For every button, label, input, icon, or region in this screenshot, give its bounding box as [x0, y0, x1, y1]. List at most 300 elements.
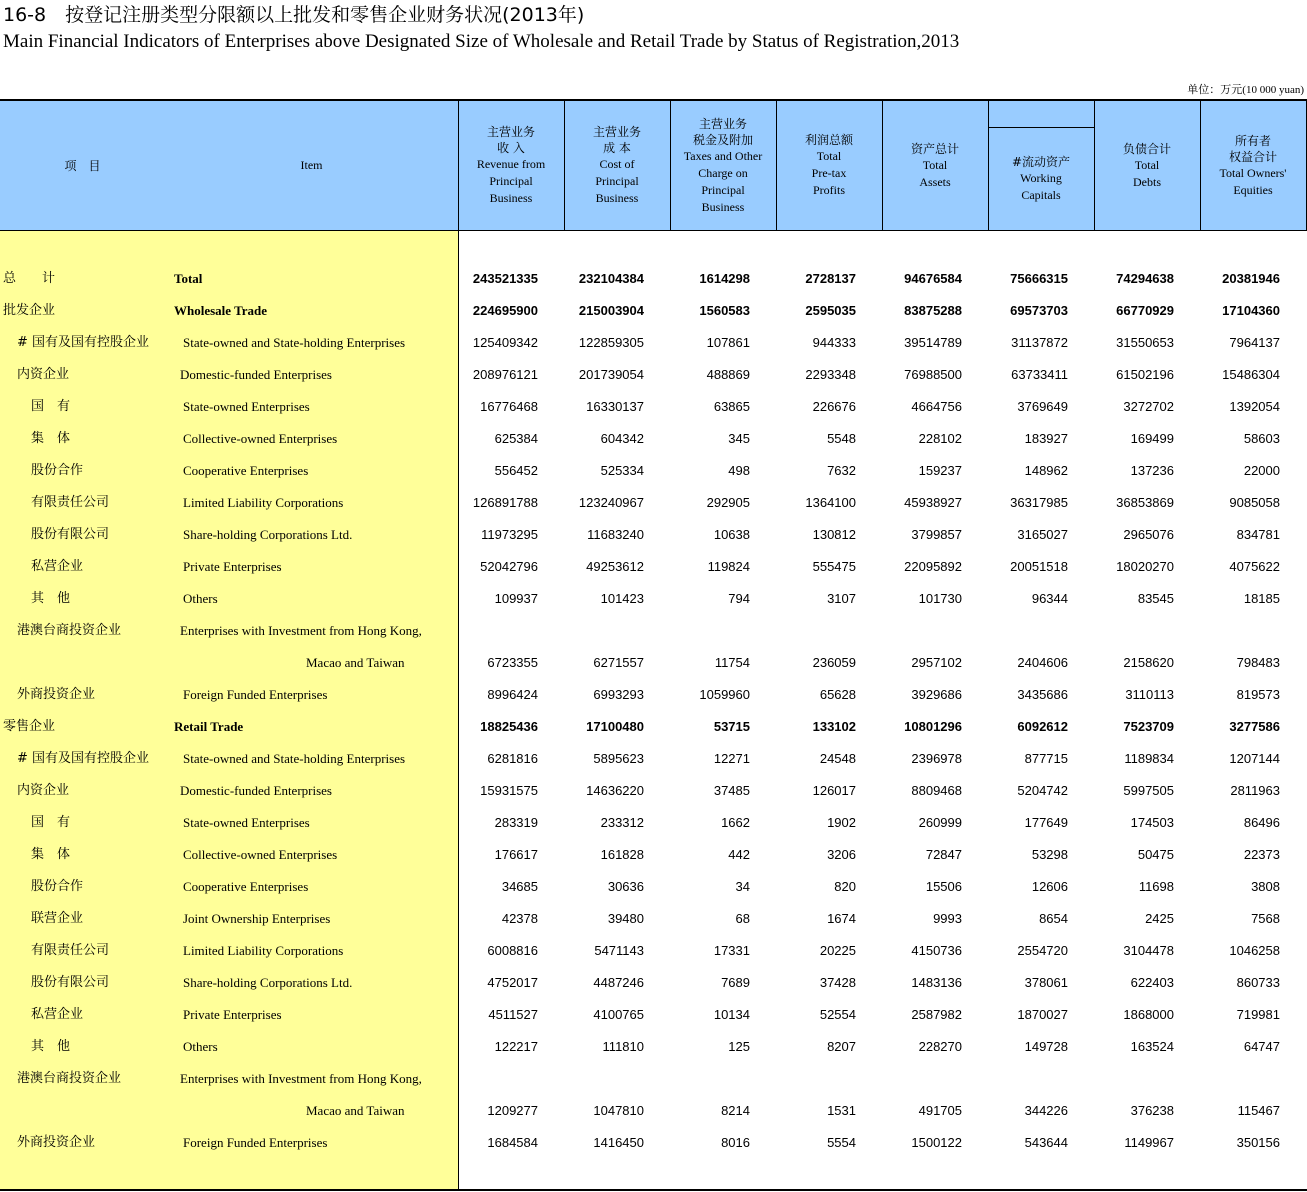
cell-equities: 64747 — [1243, 1039, 1280, 1054]
header-label-english: Equities — [1233, 182, 1273, 197]
header-label-english: Charge on — [698, 165, 748, 180]
header-label-english: Taxes and Other — [683, 148, 763, 163]
cell-cost: 30636 — [607, 879, 644, 894]
header-col-debts — [1094, 101, 1200, 230]
row-label-chinese: 股份有限公司 — [31, 527, 110, 542]
cell-working-capitals: 8654 — [1039, 911, 1068, 926]
cell-taxes: 11754 — [714, 655, 750, 670]
cell-working-capitals: 148962 — [1024, 463, 1068, 478]
cell-working-capitals: 149728 — [1024, 1039, 1068, 1054]
header-label-english: Business — [489, 191, 533, 205]
table-row — [0, 391, 1307, 423]
table-row — [0, 1095, 1307, 1127]
cell-cost: 6271557 — [593, 655, 644, 670]
row-label-english: Macao and Taiwan — [306, 655, 405, 670]
header-col-profits — [776, 101, 882, 230]
cell-assets: 9993 — [933, 911, 962, 926]
table-row — [0, 487, 1307, 519]
cell-debts: 18020270 — [1116, 559, 1174, 574]
cell-profits: 3206 — [827, 847, 856, 862]
cell-equities: 1392054 — [1229, 399, 1280, 414]
cell-debts: 1189834 — [1124, 751, 1174, 766]
table-row — [0, 775, 1307, 807]
cell-cost: 1416450 — [593, 1135, 644, 1150]
cell-working-capitals: 378061 — [1024, 975, 1068, 990]
row-label-english: Domestic-funded Enterprises — [180, 367, 332, 382]
cell-profits: 2293348 — [805, 367, 856, 382]
cell-assets: 159237 — [918, 463, 962, 478]
cell-assets: 72847 — [925, 847, 962, 862]
cell-equities: 18185 — [1243, 591, 1280, 606]
header-label-english: Total — [1134, 157, 1160, 172]
table-bottom-rule — [0, 1189, 1307, 1191]
cell-profits: 820 — [834, 879, 856, 894]
row-label-chinese: 零售企业 — [3, 719, 56, 734]
row-label-chinese: 内资企业 — [17, 783, 70, 798]
header-label-english: Cost of — [599, 157, 635, 171]
cell-taxes: 794 — [728, 591, 750, 606]
row-label-chinese: 集 体 — [31, 431, 71, 446]
cell-revenue: 16776468 — [480, 399, 538, 414]
row-label-english: Private Enterprises — [183, 1007, 282, 1022]
table-row — [0, 615, 1307, 647]
cell-profits: 944333 — [812, 335, 856, 350]
cell-equities: 3277586 — [1229, 719, 1280, 734]
row-label-english: Macao and Taiwan — [306, 1103, 405, 1118]
row-label-english: Others — [183, 1039, 218, 1054]
cell-taxes: 34 — [735, 879, 750, 894]
cell-working-capitals: 1870027 — [1017, 1007, 1068, 1022]
header-label-english: Total — [922, 157, 948, 172]
header-col-assets — [882, 101, 988, 230]
cell-profits: 1674 — [827, 911, 856, 926]
cell-equities: 3808 — [1251, 879, 1280, 894]
header-col-taxes — [670, 101, 776, 230]
cell-equities: 15486304 — [1222, 367, 1280, 382]
cell-profits: 236059 — [812, 655, 856, 670]
cell-debts: 7523709 — [1123, 719, 1174, 734]
table-row — [0, 551, 1307, 583]
cell-cost: 5895623 — [593, 751, 644, 766]
row-label-english: Joint Ownership Enterprises — [183, 911, 331, 926]
cell-debts: 11698 — [1138, 879, 1174, 894]
cell-debts: 1868000 — [1123, 1007, 1174, 1022]
cell-profits: 126017 — [812, 783, 856, 798]
cell-profits: 7632 — [827, 463, 856, 478]
cell-taxes: 125 — [728, 1039, 750, 1054]
cell-working-capitals: 183927 — [1024, 431, 1068, 446]
cell-working-capitals: 20051518 — [1010, 559, 1068, 574]
row-label-english: Retail Trade — [174, 719, 244, 734]
cell-working-capitals: 2404606 — [1017, 655, 1068, 670]
row-label-chinese: 外商投资企业 — [17, 687, 96, 702]
table-header-rule — [0, 230, 1307, 231]
cell-revenue: 18825436 — [480, 719, 538, 734]
cell-debts: 74294638 — [1116, 271, 1174, 286]
row-label-english: Domestic-funded Enterprises — [180, 783, 332, 798]
cell-profits: 555475 — [812, 559, 856, 574]
cell-working-capitals: 177649 — [1024, 815, 1068, 830]
cell-cost: 16330137 — [586, 399, 644, 414]
cell-taxes: 7689 — [721, 975, 750, 990]
row-label-english: State-owned Enterprises — [183, 815, 310, 830]
cell-debts: 137236 — [1130, 463, 1174, 478]
cell-profits: 1902 — [827, 815, 856, 830]
row-label-chinese: 有限责任公司 — [31, 943, 110, 958]
cell-debts: 1149967 — [1124, 1135, 1174, 1150]
header-col-equities — [1200, 101, 1306, 230]
table-row — [0, 1127, 1307, 1159]
cell-revenue: 4752017 — [487, 975, 538, 990]
row-label-chinese: 国 有 — [31, 815, 71, 830]
cell-debts: 3272702 — [1123, 399, 1174, 414]
row-label-chinese: 总 计 — [3, 271, 56, 286]
cell-profits: 37428 — [819, 975, 856, 990]
cell-equities: 86496 — [1243, 815, 1280, 830]
header-label-english: Revenue from — [476, 157, 546, 171]
row-label-english: Limited Liability Corporations — [183, 495, 344, 510]
cell-taxes: 53715 — [713, 719, 750, 734]
cell-taxes: 498 — [728, 463, 750, 478]
cell-cost: 1047810 — [593, 1103, 644, 1118]
row-label-chinese: 股份有限公司 — [31, 975, 110, 990]
header-label-chinese: 成 本 — [603, 141, 631, 155]
table-title-chinese: 16-8 按登记注册类型分限额以上批发和零售企业财务状况(2013年) — [3, 4, 585, 26]
cell-equities: 860733 — [1236, 975, 1280, 990]
cell-debts: 50475 — [1137, 847, 1174, 862]
cell-debts: 169499 — [1130, 431, 1174, 446]
header-label-english: Principal — [489, 174, 533, 188]
cell-cost: 525334 — [600, 463, 644, 478]
cell-debts: 174503 — [1130, 815, 1174, 830]
cell-taxes: 107861 — [706, 335, 750, 350]
cell-equities: 1207144 — [1229, 751, 1280, 766]
cell-assets: 39514789 — [904, 335, 962, 350]
header-label-chinese: 负债合计 — [1122, 141, 1171, 156]
row-label-english: Private Enterprises — [183, 559, 282, 574]
cell-taxes: 488869 — [706, 367, 750, 382]
cell-cost: 111810 — [602, 1039, 644, 1054]
cell-cost: 201739054 — [578, 367, 644, 382]
table-row — [0, 519, 1307, 551]
cell-taxes: 10134 — [713, 1007, 750, 1022]
cell-assets: 94676584 — [904, 271, 962, 286]
cell-debts: 36853869 — [1116, 495, 1174, 510]
row-label-chinese: 外商投资企业 — [17, 1135, 96, 1150]
cell-revenue: 1684584 — [487, 1135, 538, 1150]
header-item-english: Item — [300, 158, 323, 172]
header-label-english: Capitals — [1021, 187, 1061, 202]
row-label-english: Others — [183, 591, 218, 606]
table-row — [0, 743, 1307, 775]
table-row — [0, 359, 1307, 391]
cell-taxes: 37485 — [713, 783, 750, 798]
table-row — [0, 967, 1307, 999]
header-label-english: Pre-tax — [811, 166, 847, 180]
cell-taxes: 119824 — [707, 559, 750, 574]
cell-revenue: 6723355 — [487, 655, 538, 670]
cell-taxes: 8016 — [721, 1135, 750, 1150]
cell-cost: 233312 — [600, 815, 644, 830]
cell-assets: 76988500 — [904, 367, 962, 382]
cell-debts: 61502196 — [1116, 367, 1174, 382]
table-row — [0, 647, 1307, 679]
cell-revenue: 208976121 — [472, 367, 538, 382]
cell-working-capitals: 3435686 — [1017, 687, 1068, 702]
cell-assets: 1500122 — [911, 1135, 962, 1150]
cell-revenue: 11973295 — [481, 527, 538, 542]
cell-debts: 2158620 — [1123, 655, 1174, 670]
cell-profits: 2595035 — [805, 303, 856, 318]
cell-taxes: 68 — [735, 911, 750, 926]
cell-cost: 49253612 — [586, 559, 644, 574]
cell-assets: 2957102 — [911, 655, 962, 670]
cell-cost: 39480 — [607, 911, 644, 926]
row-label-english: Cooperative Enterprises — [183, 463, 309, 478]
row-label-chinese: 集 体 — [31, 847, 71, 862]
cell-equities: 9085058 — [1229, 495, 1280, 510]
cell-working-capitals: 96344 — [1031, 591, 1068, 606]
cell-taxes: 345 — [728, 431, 750, 446]
cell-profits: 3107 — [827, 591, 856, 606]
cell-working-capitals: 69573703 — [1010, 303, 1068, 318]
cell-debts: 2425 — [1145, 911, 1174, 926]
row-label-chinese: 股份合作 — [31, 463, 84, 478]
row-label-english: Enterprises with Investment from Hong Kong, — [180, 1071, 422, 1086]
unit-label-chinese: 单位：万元 — [1187, 83, 1243, 96]
cell-working-capitals: 12606 — [1031, 879, 1068, 894]
cell-assets: 83875288 — [904, 303, 962, 318]
cell-assets: 2396978 — [911, 751, 962, 766]
cell-cost: 232104384 — [578, 271, 644, 286]
cell-profits: 20225 — [819, 943, 856, 958]
cell-equities: 58603 — [1243, 431, 1280, 446]
cell-assets: 4664756 — [911, 399, 962, 414]
row-label-english: Collective-owned Enterprises — [183, 431, 338, 446]
cell-assets: 45938927 — [904, 495, 962, 510]
header-label-chinese: 权益合计 — [1228, 149, 1277, 164]
cell-debts: 2965076 — [1123, 527, 1174, 542]
table-row — [0, 999, 1307, 1031]
cell-equities: 4075622 — [1229, 559, 1280, 574]
cell-revenue: 6281816 — [487, 751, 538, 766]
cell-equities: 115467 — [1237, 1103, 1280, 1118]
table-row — [0, 807, 1307, 839]
row-label-chinese: 联营企业 — [31, 911, 84, 926]
cell-assets: 491705 — [918, 1103, 962, 1118]
row-label-english: Share-holding Corporations Ltd. — [183, 975, 353, 990]
header-label-english: Business — [595, 191, 639, 205]
cell-debts: 163524 — [1130, 1039, 1174, 1054]
cell-revenue: 109937 — [494, 591, 538, 606]
row-label-chinese: # 国有及国有控股企业 — [17, 335, 150, 350]
table-row — [0, 839, 1307, 871]
row-label-english: Cooperative Enterprises — [183, 879, 309, 894]
cell-cost: 215003904 — [578, 303, 644, 318]
table-row — [0, 295, 1307, 327]
cell-profits: 1531 — [827, 1103, 856, 1118]
row-label-chinese: 批发企业 — [3, 303, 56, 318]
cell-revenue: 4511527 — [488, 1007, 538, 1022]
row-label-english: Total — [174, 271, 203, 286]
cell-revenue: 6008816 — [487, 943, 538, 958]
cell-cost: 123240967 — [578, 495, 644, 510]
cell-working-capitals: 63733411 — [1011, 367, 1068, 382]
row-label-chinese: 私营企业 — [31, 1007, 84, 1022]
cell-working-capitals: 31137872 — [1011, 335, 1068, 350]
cell-revenue: 52042796 — [480, 559, 538, 574]
cell-debts: 376238 — [1130, 1103, 1174, 1118]
header-label-english: Assets — [919, 174, 951, 189]
cell-cost: 17100480 — [586, 719, 644, 734]
cell-equities: 20381946 — [1222, 271, 1280, 286]
cell-assets: 228102 — [918, 431, 962, 446]
row-label-chinese: 港澳台商投资企业 — [17, 623, 122, 638]
table-row — [0, 935, 1307, 967]
cell-assets: 3799857 — [911, 527, 962, 542]
cell-revenue: 243521335 — [472, 271, 538, 286]
row-label-chinese: 有限责任公司 — [31, 495, 110, 510]
cell-revenue: 122217 — [494, 1039, 538, 1054]
cell-debts: 622403 — [1130, 975, 1174, 990]
cell-cost: 122859305 — [578, 335, 644, 350]
cell-cost: 14636220 — [586, 783, 644, 798]
cell-equities: 17104360 — [1222, 303, 1280, 318]
cell-assets: 228270 — [918, 1039, 962, 1054]
cell-equities: 7964137 — [1229, 335, 1280, 350]
cell-cost: 101423 — [600, 591, 644, 606]
table-row — [0, 327, 1307, 359]
cell-taxes: 12271 — [713, 751, 750, 766]
cell-debts: 5997505 — [1123, 783, 1174, 798]
header-item-chinese: 项 目 — [64, 158, 101, 173]
cell-taxes: 8214 — [721, 1103, 750, 1118]
cell-assets: 22095892 — [904, 559, 962, 574]
cell-revenue: 625384 — [494, 431, 538, 446]
header-label-chinese: 主营业务 — [698, 116, 747, 131]
header-label-english: Business — [701, 199, 745, 214]
header-label-english: Total Owners' — [1219, 165, 1287, 180]
cell-cost: 4100765 — [593, 1007, 644, 1022]
header-col-cost — [564, 101, 670, 230]
cell-assets: 10801296 — [904, 719, 962, 734]
row-label-chinese: # 国有及国有控股企业 — [17, 751, 150, 766]
row-label-chinese: 港澳台商投资企业 — [17, 1071, 122, 1086]
cell-revenue: 8996424 — [487, 687, 538, 702]
cell-equities: 1046258 — [1229, 943, 1280, 958]
cell-assets: 3929686 — [911, 687, 962, 702]
cell-taxes: 1662 — [721, 815, 750, 830]
cell-profits: 52554 — [819, 1007, 856, 1022]
table-row — [0, 871, 1307, 903]
cell-cost: 5471143 — [594, 943, 644, 958]
cell-taxes: 10638 — [713, 527, 750, 542]
cell-cost: 6993293 — [593, 687, 644, 702]
cell-profits: 130812 — [812, 527, 856, 542]
cell-taxes: 17331 — [713, 943, 750, 958]
cell-assets: 15506 — [925, 879, 962, 894]
cell-revenue: 224695900 — [472, 303, 538, 318]
cell-working-capitals: 3769649 — [1017, 399, 1068, 414]
row-label-english: State-owned and State-holding Enterprises — [183, 751, 406, 766]
row-label-english: Collective-owned Enterprises — [183, 847, 338, 862]
cell-revenue: 556452 — [494, 463, 538, 478]
cell-taxes: 292905 — [706, 495, 750, 510]
header-label-english: Debts — [1133, 174, 1161, 189]
cell-equities: 350156 — [1236, 1135, 1280, 1150]
header-label-english: Principal — [701, 182, 745, 197]
cell-cost: 4487246 — [593, 975, 644, 990]
header-label-english: Profits — [812, 183, 845, 197]
cell-revenue: 34685 — [501, 879, 538, 894]
cell-working-capitals: 5204742 — [1017, 783, 1068, 798]
cell-revenue: 125409342 — [472, 335, 538, 350]
row-label-english: State-owned and State-holding Enterprises — [183, 335, 406, 350]
row-label-english: Limited Liability Corporations — [183, 943, 344, 958]
cell-taxes: 63865 — [713, 399, 750, 414]
cell-taxes: 442 — [728, 847, 750, 862]
row-label-chinese: 内资企业 — [17, 367, 70, 382]
cell-revenue: 1209277 — [487, 1103, 538, 1118]
cell-profits: 2728137 — [805, 271, 856, 286]
row-label-chinese: 其 他 — [31, 1039, 71, 1054]
cell-equities: 798483 — [1236, 655, 1280, 670]
header-label-chinese: 收 入 — [497, 141, 525, 155]
cell-equities: 22373 — [1243, 847, 1280, 862]
cell-revenue: 176617 — [494, 847, 538, 862]
header-label-chinese: 所有者 — [1234, 133, 1271, 148]
cell-debts: 31550653 — [1116, 335, 1174, 350]
row-label-english: Wholesale Trade — [174, 303, 268, 318]
row-label-english: Enterprises with Investment from Hong Kong, — [180, 623, 422, 638]
cell-taxes: 1560583 — [699, 303, 750, 318]
cell-assets: 1483136 — [911, 975, 962, 990]
cell-taxes: 1614298 — [699, 271, 750, 286]
cell-taxes: 1059960 — [699, 687, 750, 702]
header-label-chinese: 主营业务 — [592, 125, 641, 139]
cell-working-capitals: 36317985 — [1010, 495, 1068, 510]
cell-profits: 5554 — [827, 1135, 856, 1150]
cell-cost: 604342 — [600, 431, 644, 446]
cell-equities: 819573 — [1236, 687, 1280, 702]
cell-assets: 260999 — [918, 815, 962, 830]
row-label-english: Foreign Funded Enterprises — [183, 687, 328, 702]
cell-revenue: 42378 — [501, 911, 538, 926]
cell-debts: 3110113 — [1125, 687, 1174, 702]
cell-cost: 161828 — [600, 847, 644, 862]
cell-profits: 8207 — [827, 1039, 856, 1054]
cell-working-capitals: 344226 — [1024, 1103, 1068, 1118]
row-label-english: Foreign Funded Enterprises — [183, 1135, 328, 1150]
unit-label — [1187, 82, 1304, 98]
cell-profits: 65628 — [819, 687, 856, 702]
cell-assets: 4150736 — [911, 943, 962, 958]
header-label-english: Principal — [595, 174, 639, 188]
cell-equities: 719981 — [1236, 1007, 1280, 1022]
cell-cost: 11683240 — [587, 527, 644, 542]
cell-working-capitals: 3165027 — [1017, 527, 1068, 542]
table-row — [0, 679, 1307, 711]
header-label-english: Total — [816, 149, 842, 163]
cell-assets: 101730 — [918, 591, 962, 606]
cell-working-capitals: 53298 — [1031, 847, 1068, 862]
header-label-english: Working — [1020, 170, 1062, 185]
table-row — [0, 455, 1307, 487]
row-label-chinese: 股份合作 — [31, 879, 84, 894]
table-row — [0, 263, 1307, 295]
cell-profits: 226676 — [812, 399, 856, 414]
cell-working-capitals: 75666315 — [1010, 271, 1068, 286]
